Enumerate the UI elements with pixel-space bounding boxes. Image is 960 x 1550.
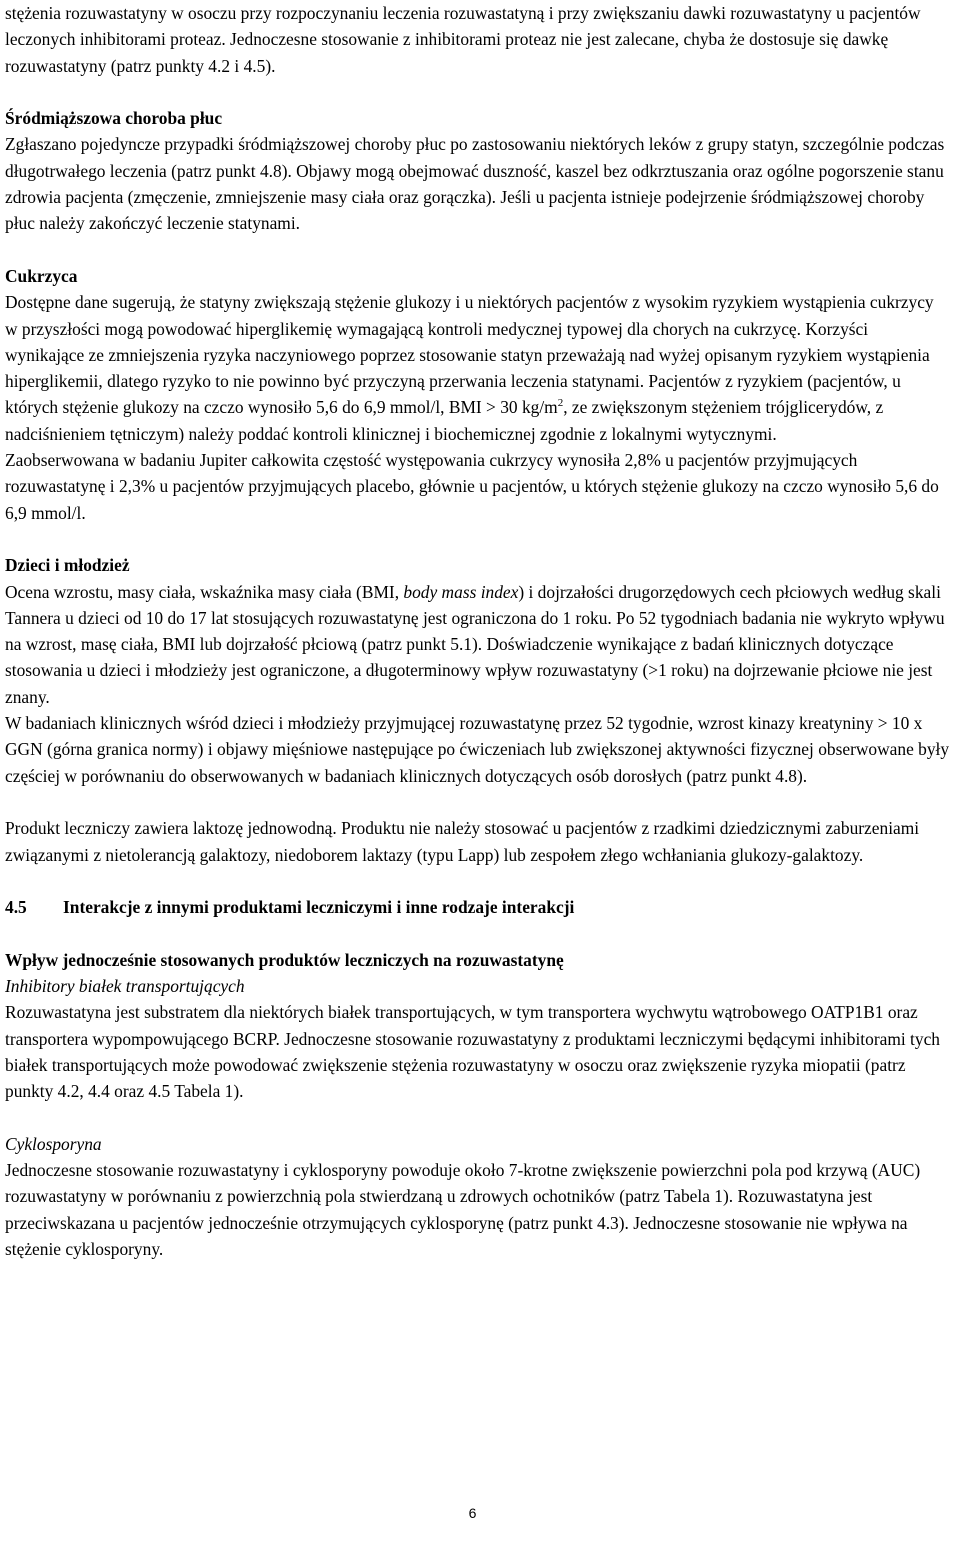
ild-paragraph: Zgłaszano pojedyncze przypadki śródmiąższowej choroby płuc po zastosowaniu niektórych leków z grupy statyn, szczególnie podczas długotrwałego leczenia (patrz punkt 4.8). Objawy mogą obejmować duszność, kaszel bez odkrztuszania oraz ogólne pogorszenie stanu zdrowia pacjenta (zmęczenie, zmniejszenie masy ciała oraz gorączka). Jeśli u pacjenta istnieje podejrzenie śródmiąższowej choroby płuc należy zakończyć leczenie statynami. <box>5 134 945 234</box>
diabetes-text-a: Dostępne dane sugerują, że statyny zwiększają stężenie glukozy i u niektórych pacjentów z wysokim ryzykiem wystąpienia cukrzycy w przyszłości mogą powodować hiperglikemię wymagającą kontroli medycznej typowej dla chorych na cukrzycę. Korzyści wynikające ze zmniejszenia ryzyka naczyniowego poprzez stosowanie statyn przeważają nad wyżej opisanym ryzykiem wystąpienia hiperglikemii, dlatego ryzyko to nie powinno być przyczyną przerwania leczenia statynami. Pacjentów z ryzykiem (pacjentów, u których stężenie glukozy na czczo wynosiło 5,6 do 6,9 mmol/l, BMI > 30 kg/m <box>5 292 934 418</box>
inhibitors-paragraph: Rozuwastatyna jest substratem dla niektórych białek transportujących, w tym transportera wychwytu wątrobowego OATP1B1 oraz transportera wypompowującego BCRP. Jednoczesne stosowanie rozuwastatyny z produktami leczniczymi będącymi inhibitorami tych białek transportujących może powodować zwiększenie stężenia rozuwastatyny w osoczu oraz zwiększenie ryzyka miopatii (patrz punkty 4.2, 4.4 oraz 4.5 Tabela 1). <box>5 1002 940 1102</box>
children-paragraph-2: W badaniach klinicznych wśród dzieci i młodzieży przyjmującej rozuwastatynę przez 52 tygodnie, wzrost kinazy kreatyniny > 10 x GGN (górna granica normy) i objawy mięśniowe następujące po ćwiczeniach lub zwiększonej aktywności fizycznej obserwowane były częściej w porównaniu do obserwowanych w badaniach klinicznych dotyczących osób dorosłych (patrz punkt 4.8). <box>5 713 950 786</box>
page-number: 6 <box>468 1505 477 1521</box>
spacer <box>5 920 950 946</box>
superscript: 2 <box>557 397 564 410</box>
spacer <box>5 1104 950 1130</box>
subsection-heading: Wpływ jednocześnie stosowanych produktów leczniczych na rozuwastatynę <box>5 949 564 970</box>
spacer <box>5 237 950 263</box>
inhibitors-title: Inhibitory białek transportujących <box>5 975 245 996</box>
cyclosporine-paragraph: Jednoczesne stosowanie rozuwastatyny i cyklosporyny powoduje około 7-krotne zwiększenie powierzchni pola pod krzywą (AUC) rozuwastatyny w porównaniu z powierzchnią pola stwierdzaną u zdrowych ochotników (patrz Tabela 1). Rozuwastatyna jest przeciwskazana u pacjentów jednocześnie otrzymujących cyklosporynę (patrz punkt 4.3). Jednoczesne stosowanie nie wpływa na stężenie cyklosporyny. <box>5 1160 921 1259</box>
spacer <box>5 789 950 815</box>
diabetes-paragraph-2: Zaobserwowana w badaniu Jupiter całkowita częstość występowania cukrzycy wynosiła 2,8% u pacjentów przyjmujących rozuwastatynę i 2,3% u pacjentów przyjmujących placebo, głównie u pacjentów, u których stężenie glukozy na czczo wynosiło 5,6 do 6,9 mmol/l. <box>5 450 939 523</box>
children-text-a: Ocena wzrostu, masy ciała, wskaźnika masy ciała (BMI, <box>5 581 404 602</box>
diabetes-text-b: , ze zwiększonym stężeniem trójglicerydów, z nadciśnieniem tętniczym) należy poddać kontroli klinicznej i biochemicznej zgodnie z lokalnymi wytycznymi. <box>5 397 884 444</box>
cyclosporine-title: Cyklosporyna <box>5 1133 102 1154</box>
children-paragraph-1 <box>5 579 950 710</box>
children-heading: Dzieci i młodzież <box>5 555 130 576</box>
children-text-b: ) i dojrzałości drugorzędowych cech płciowych według skali Tannera u dzieci od 10 do 17 lat stosujących rozuwastatynę jest ograniczona do 1 roku. Po 52 tygodniach badania nie wykryto wpływu na wzrost, masę ciała, BMI lub dojrzałość płciową (patrz punkt 5.1). Doświadczenie wynikające z badań klinicznych dotyczące stosowania u dzieci i młodzieży jest ograniczone, a długoterminowy wpływ rozuwastatyny (>1 roku) na dojrzewanie płciowe nie jest znany. <box>5 581 945 707</box>
document-page <box>5 0 950 1262</box>
lactose-paragraph: Produkt leczniczy zawiera laktozę jednowodną. Produktu nie należy stosować u pacjentów z rzadkimi dziedzicznymi zaburzeniami związanymi z nietolerancją galaktozy, niedoborem laktazy (typu Lapp) lub zespołem złego wchłaniania glukozy-galaktozy. <box>5 818 920 865</box>
spacer <box>5 868 950 894</box>
intro-paragraph: stężenia rozuwastatyny w osoczu przy rozpoczynaniu leczenia rozuwastatyną i przy zwiększaniu dawki rozuwastatyny u pacjentów leczonych inhibitorami proteaz. Jednoczesne stosowanie z inhibitorami proteaz nie jest zalecane, chyba że dostosuje się dawkę rozuwastatyny (patrz punkty 4.2 i 4.5). <box>5 3 921 76</box>
italic-term: body mass index <box>403 581 519 602</box>
spacer <box>5 79 950 105</box>
diabetes-paragraph-1 <box>5 289 950 447</box>
diabetes-heading: Cukrzyca <box>5 265 78 286</box>
ild-heading: Śródmiąższowa choroba płuc <box>5 108 223 129</box>
section-heading <box>5 894 950 920</box>
section-title: Interakcje z innymi produktami leczniczymi i inne rodzaje interakcji <box>63 897 575 918</box>
spacer <box>5 526 950 552</box>
section-number: 4.5 <box>5 897 27 918</box>
